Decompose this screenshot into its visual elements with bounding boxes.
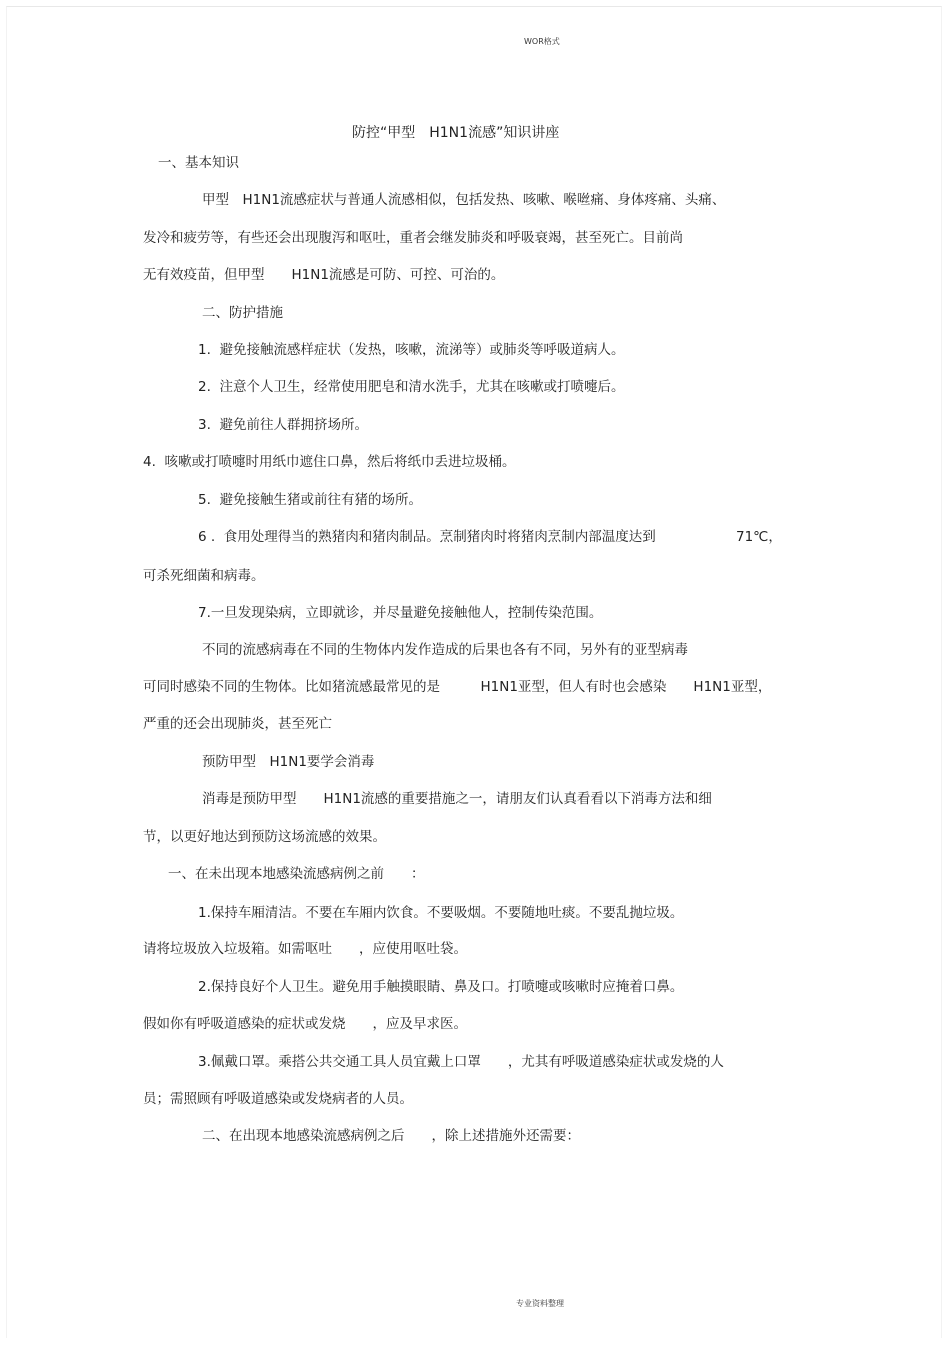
- paragraph-line: 甲型 H1N1流感症状与普通人流感相似，包括发热、咳嗽、喉咝痛、身体疼痛、头痛、: [202, 192, 726, 208]
- paragraph-line: 无有效疫苗，但甲型 H1N1流感是可防、可控、可治的。: [143, 267, 505, 283]
- paragraph-line: 可同时感染不同的生物体。比如猪流感最常见的是 H1N1亚型，但人有时也会感染 H1N1亚型，: [143, 679, 772, 695]
- page-header: WOR格式: [524, 37, 560, 46]
- list-item: 1.保持车厢清洁。不要在车厢内饮食。不要吸烟。不要随地吐痰。不要乱抛垃圾。: [198, 905, 684, 921]
- temperature-value: 71℃，: [736, 529, 782, 545]
- paragraph-line: 不同的流感病毒在不同的生物体内发作造成的后果也各有不同，另外有的亚型病毒: [202, 642, 688, 658]
- paragraph-line: 严重的还会出现肺炎，甚至死亡: [143, 716, 332, 732]
- paragraph-line: 请将垃圾放入垃圾箱。如需呕吐 ，应使用呕吐袋。: [143, 941, 467, 957]
- paragraph-line: 消毒是预防甲型 H1N1流感的重要措施之一，请朋友们认真看看以下消毒方法和细: [202, 791, 712, 807]
- list-item: 2. 注意个人卫生，经常使用肥皂和清水洗手，尤其在咳嗽或打喷嚏后。: [198, 379, 625, 395]
- section-heading-disinfection: 预防甲型 H1N1要学会消毒: [202, 754, 375, 770]
- page-footer: 专业资料整理: [516, 1299, 564, 1308]
- paragraph-line: 发冷和疲劳等，有些还会出现腹泻和呕吐，重者会继发肺炎和呼吸衰竭，甚至死亡。目前尚: [143, 230, 683, 246]
- list-item: 4. 咳嗽或打喷嚏时用纸巾遮住口鼻，然后将纸巾丢进垃圾桶。: [143, 454, 516, 470]
- list-item: 5. 避免接触生猪或前往有猪的场所。: [198, 492, 422, 508]
- subsection-heading-after: 二、在出现本地感染流感病例之后 ，除上述措施外还需要：: [202, 1128, 580, 1144]
- list-item: 7.一旦发现染病，立即就诊，并尽量避免接触他人，控制传染范围。: [198, 605, 603, 621]
- section-heading-basic-knowledge: 一、基本知识: [158, 155, 239, 171]
- paragraph-line: 员；需照顾有呼吸道感染或发烧病者的人员。: [143, 1091, 413, 1107]
- list-item: 3. 避免前往人群拥挤场所。: [198, 417, 368, 433]
- paragraph-line: 可杀死细菌和病毒。: [143, 568, 265, 584]
- paragraph-line: 节，以更好地达到预防这场流感的效果。: [143, 829, 386, 845]
- list-item: 2.保持良好个人卫生。避免用手触摸眼睛、鼻及口。打喷嚏或咳嗽时应掩着口鼻。: [198, 979, 684, 995]
- paragraph-line: 假如你有呼吸道感染的症状或发烧 ，应及早求医。: [143, 1016, 467, 1032]
- document-title: 防控“甲型 H1N1流感”知识讲座: [352, 125, 560, 141]
- list-item: 6 . 食用处理得当的熟猪肉和猪肉制品。烹制猪肉时将猪肉烹制内部温度达到: [198, 529, 656, 545]
- list-item: 3.佩戴口罩。乘搭公共交通工具人员宜戴上口罩 ，尤其有呼吸道感染症状或发烧的人: [198, 1054, 724, 1070]
- list-item: 1. 避免接触流感样症状（发热，咳嗽，流涕等）或肺炎等呼吸道病人。: [198, 342, 625, 358]
- subsection-heading-before: 一、在未出现本地感染流感病例之前 ：: [168, 866, 425, 882]
- section-heading-protection: 二、防护措施: [202, 305, 283, 321]
